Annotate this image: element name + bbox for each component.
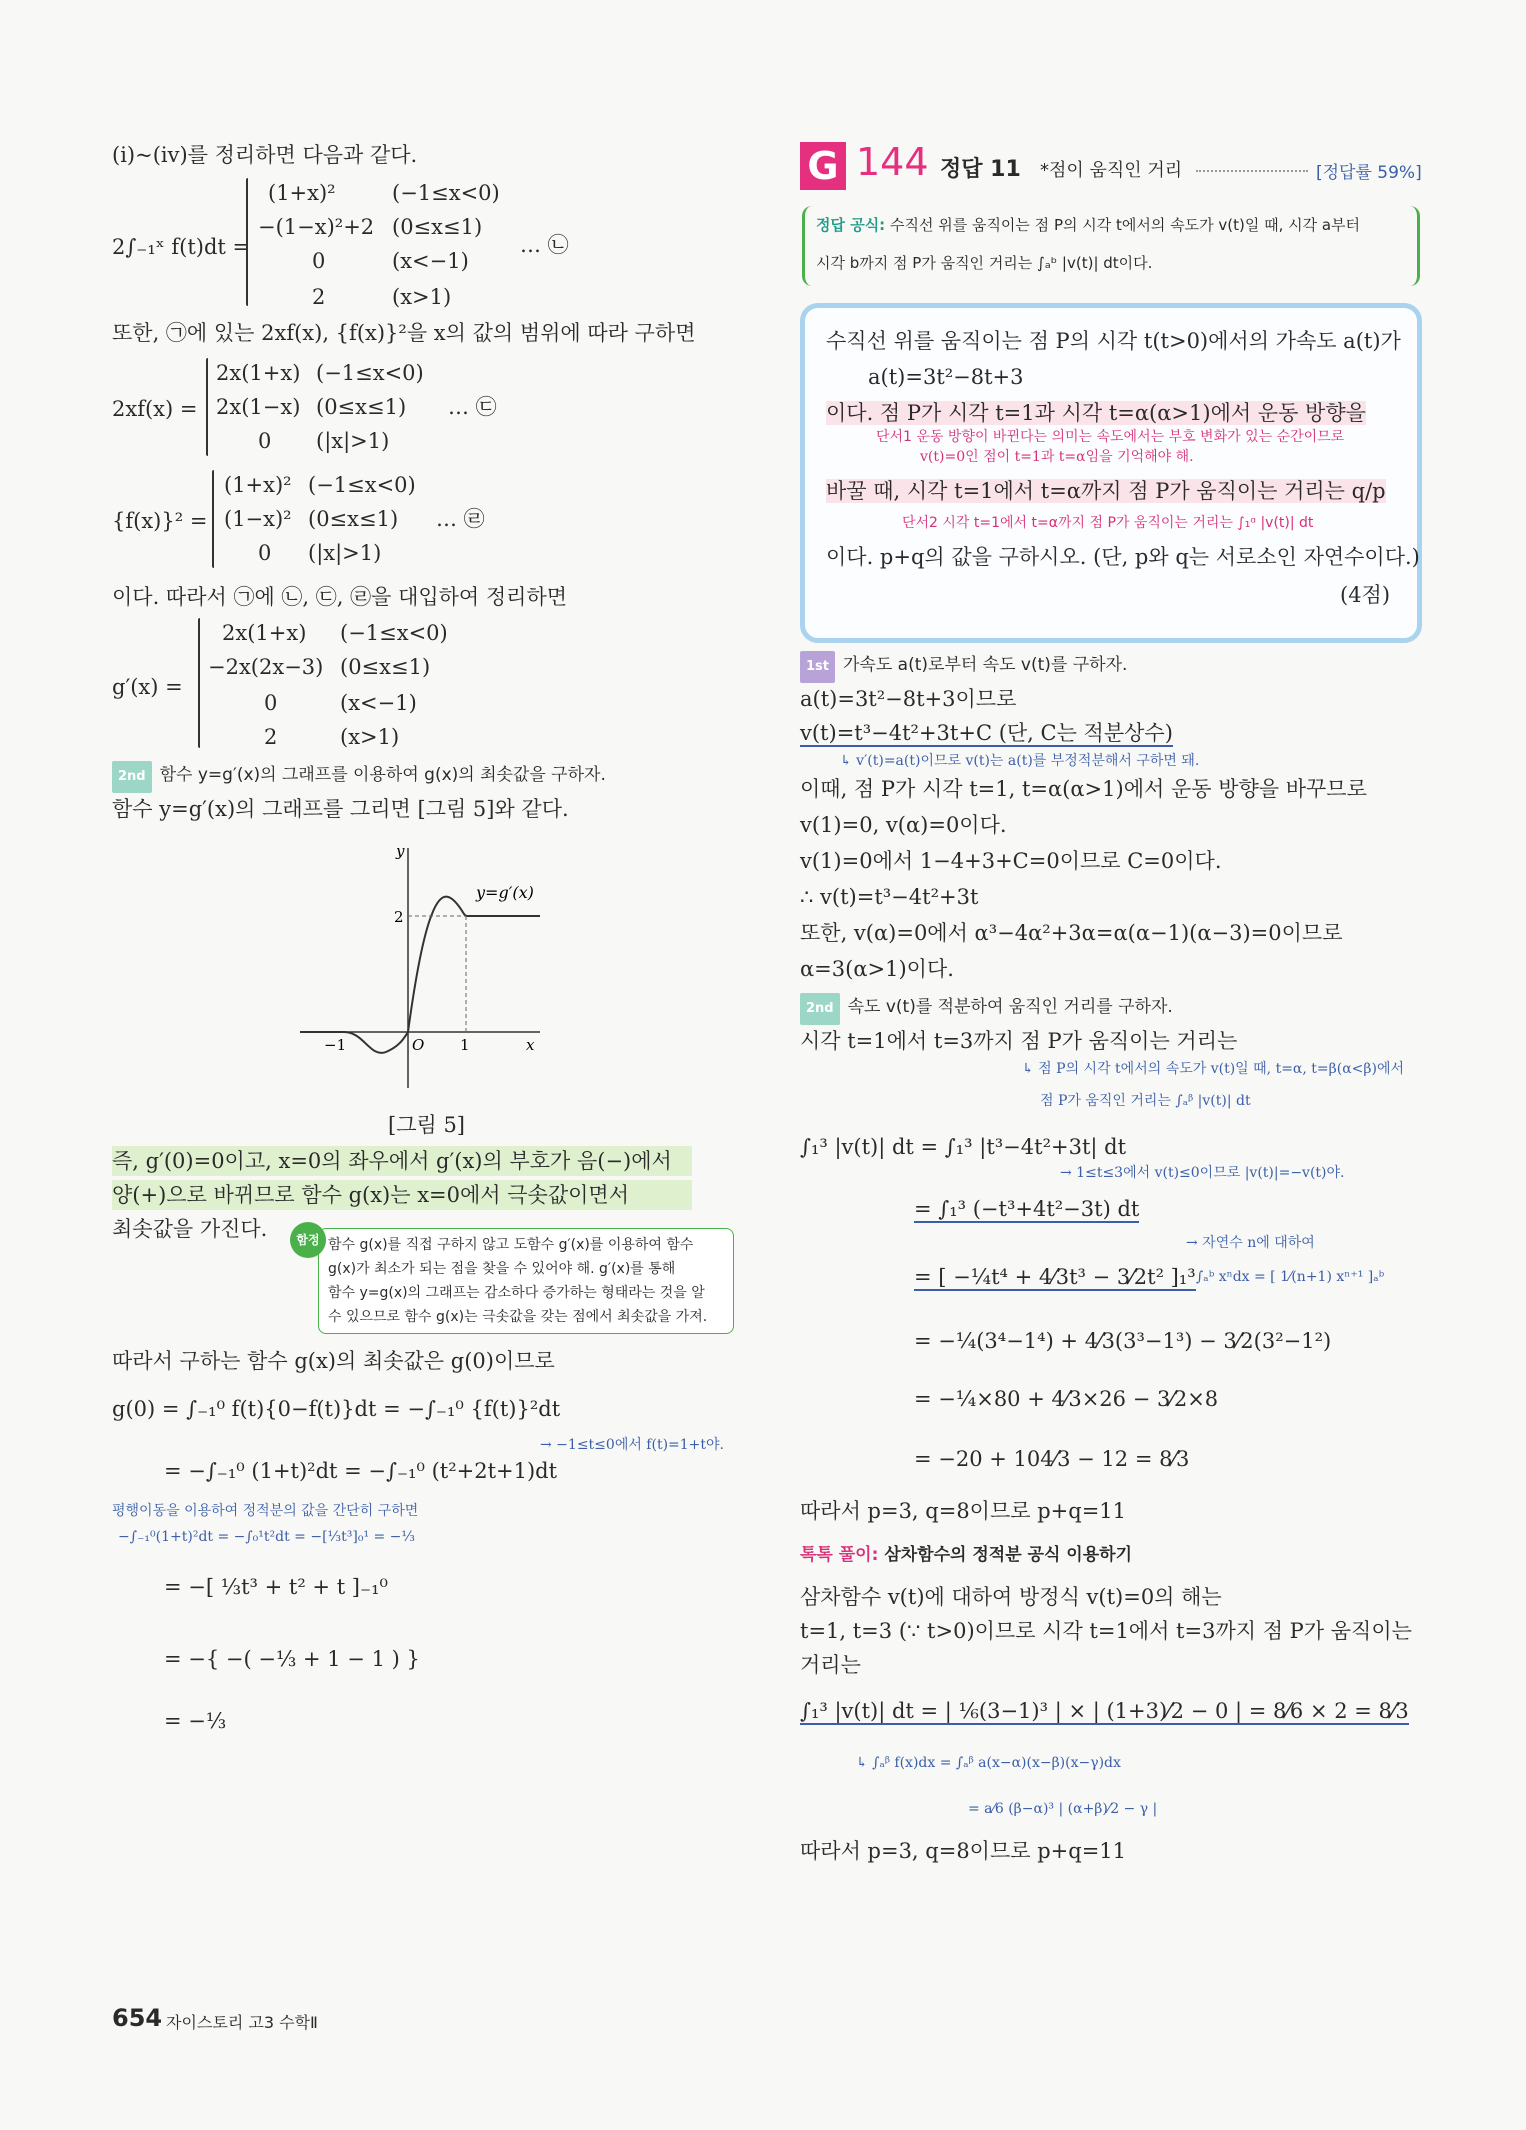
eq1-case2-cond: (0≤x≤1) bbox=[392, 215, 483, 239]
eq3-case1-cond: (−1≤x<0) bbox=[308, 473, 416, 497]
eq4-case1-cond: (−1≤x<0) bbox=[340, 621, 448, 645]
alt-eq-text: ∫₁³ |v(t)| dt = | ⅙(3−1)³ | × | (1+3)⁄2 − 0 | = 8⁄6 × 2 = 8⁄3 bbox=[800, 1699, 1409, 1723]
alt-line3: 거리는 bbox=[800, 1653, 861, 1677]
tip-line2: g(x)가 최소가 되는 점을 찾을 수 있어야 해. g′(x)를 통해 bbox=[328, 1261, 676, 1277]
step1-tag: 1st bbox=[800, 651, 835, 683]
problem-line4 bbox=[826, 476, 1386, 506]
eq2-tag: … ㉢ bbox=[448, 395, 497, 419]
g2-line: = −[ ⅓t³ + t² + t ]₋₁⁰ bbox=[164, 1575, 388, 1599]
eq3-tag: … ㉣ bbox=[436, 507, 485, 531]
tip-line4: 수 있으므로 함수 g(x)는 극솟값을 갖는 점에서 최솟값을 가져. bbox=[328, 1309, 708, 1325]
integral-note3: ∫ₐᵇ xⁿdx = [ 1⁄(n+1) xⁿ⁺¹ ]ₐᵇ bbox=[1196, 1269, 1385, 1285]
intro-line: (ⅰ)~(ⅳ)를 정리하면 다음과 같다. bbox=[112, 143, 418, 167]
g1-line: = −∫₋₁⁰ (1+t)²dt = −∫₋₁⁰ (t²+2t+1)dt bbox=[164, 1459, 558, 1483]
eq1-case3-expr: 0 bbox=[312, 249, 326, 273]
graph-curve-left bbox=[300, 1032, 408, 1053]
alt-line1: 삼차함수 v(t)에 대하여 방정식 v(t)=0의 해는 bbox=[800, 1585, 1222, 1609]
step2-line: 함수 y=g′(x)의 그래프를 그리면 [그림 5]와 같다. bbox=[112, 797, 569, 821]
step1-line4: v(1)=0, v(α)=0이다. bbox=[800, 813, 1007, 837]
alt-line2: t=1, t=3 (∵ t>0)이므로 시각 t=1에서 t=3까지 점 P가 움직이는 bbox=[800, 1619, 1412, 1643]
integral-line2 bbox=[914, 1194, 1139, 1224]
alt-note1: ↳ ∫ₐᵝ f(x)dx = ∫ₐᵝ a(x−α)(x−β)(x−γ)dx bbox=[856, 1755, 1121, 1771]
graph-y-label: y bbox=[396, 842, 405, 860]
graph-caption: [그림 5] bbox=[388, 1113, 465, 1137]
step1-line8: α=3(α>1)이다. bbox=[800, 957, 954, 981]
clue1-line1: 단서1 운동 방향이 바뀐다는 의미는 속도에서는 부호 변화가 있는 순간이므로 bbox=[876, 429, 1345, 445]
problem-badge: G bbox=[800, 142, 846, 190]
step2r-title: 속도 v(t)를 적분하여 움직인 거리를 구하자. bbox=[847, 997, 1173, 1017]
eq2-case1-expr: 2x(1+x) bbox=[216, 361, 301, 385]
result-line1: 따라서 p=3, q=8이므로 p+q=11 bbox=[800, 1499, 1127, 1523]
tip-line3: 함수 y=g(x)의 그래프는 감소하다 증가하는 형태라는 것을 알 bbox=[328, 1285, 705, 1301]
eq4-case2-cond: (0≤x≤1) bbox=[340, 655, 431, 679]
eq1-case4-expr: 2 bbox=[312, 285, 326, 309]
eq1-case2-expr: −(1−x)²+2 bbox=[258, 215, 375, 239]
problem-points: (4점) bbox=[1340, 583, 1391, 607]
problem-line5: 이다. p+q의 값을 구하시오. (단, p와 q는 서로소인 자연수이다.) bbox=[826, 545, 1420, 569]
g4-line: = −⅓ bbox=[164, 1709, 227, 1733]
formula-line2: 시각 b까지 점 P가 움직인 거리는 ∫ₐᵇ |v(t)| dt이다. bbox=[816, 254, 1153, 272]
integral-line6: = −20 + 104⁄3 − 12 = 8⁄3 bbox=[914, 1447, 1190, 1471]
step1-line5: v(1)=0에서 1−4+3+C=0이므로 C=0이다. bbox=[800, 849, 1222, 873]
tip-badge: 함정 bbox=[290, 1222, 326, 1258]
result-line2: 따라서 p=3, q=8이므로 p+q=11 bbox=[800, 1839, 1127, 1863]
clue2-line: 단서2 시각 t=1에서 t=α까지 점 P가 움직이는 거리는 ∫₁ᵅ |v(t)| dt bbox=[902, 515, 1314, 531]
eq4-case2-expr: −2x(2x−3) bbox=[208, 655, 324, 679]
graph-tick-o: O bbox=[412, 1036, 425, 1054]
integral-note1: → 1≤t≤3에서 v(t)≤0이므로 |v(t)|=−v(t)야. bbox=[1060, 1165, 1345, 1181]
step1-line1: a(t)=3t²−8t+3이므로 bbox=[800, 687, 1017, 711]
eq2-brace bbox=[206, 358, 208, 456]
integral-line2-text: = ∫₁³ (−t³+4t²−3t) dt bbox=[914, 1197, 1140, 1221]
formula-text1: 수직선 위를 움직이는 점 P의 시각 t에서의 속도가 v(t)일 때, 시각 a부터 bbox=[889, 216, 1361, 234]
eq2-lhs: 2xf(x) = bbox=[112, 397, 198, 421]
alt-note2: = a⁄6 (β−α)³ | (α+β)⁄2 − γ | bbox=[968, 1801, 1158, 1817]
alt-title: 톡톡 풀이: bbox=[800, 1545, 879, 1565]
step2r-note2: 점 P가 움직인 거리는 ∫ₐᵝ |v(t)| dt bbox=[1040, 1093, 1251, 1109]
topic-label: *점이 움직인 거리 bbox=[1040, 160, 1183, 181]
step2r-tag: 2nd bbox=[800, 993, 840, 1025]
step2r-header bbox=[800, 992, 1173, 1025]
conclusion-line1: 즉, g′(0)=0이고, x=0의 좌우에서 g′(x)의 부호가 음(−)에서 bbox=[112, 1146, 692, 1176]
step1-line3: 이때, 점 P가 시각 t=1, t=α(α>1)에서 운동 방향을 바꾸므로 bbox=[800, 777, 1367, 801]
step1-title: 가속도 a(t)로부터 속도 v(t)를 구하자. bbox=[843, 655, 1128, 675]
eq1-case3-cond: (x<−1) bbox=[392, 249, 469, 273]
step1-line7: 또한, v(α)=0에서 α³−4α²+3α=α(α−1)(α−3)=0이므로 bbox=[800, 921, 1343, 945]
g3-line: = −{ −( −⅓ + 1 − 1 ) } bbox=[164, 1647, 420, 1671]
eq2-case3-expr: 0 bbox=[258, 429, 272, 453]
tip-line1: 함수 g(x)를 직접 구하지 않고 도함수 g′(x)를 이용하여 함수 bbox=[328, 1237, 694, 1253]
eq4-case3-expr: 0 bbox=[264, 691, 278, 715]
graph-tick-2: 2 bbox=[394, 908, 404, 926]
header-dots bbox=[1196, 170, 1308, 172]
correct-rate: [정답률 59%] bbox=[1316, 163, 1422, 183]
step1-note: ↳ v′(t)=a(t)이므로 v(t)는 a(t)를 부정적분해서 구하면 돼. bbox=[840, 753, 1200, 769]
eq2-case1-cond: (−1≤x<0) bbox=[316, 361, 424, 385]
problem-number: 144 bbox=[856, 140, 929, 184]
clue1-line2: v(t)=0인 점이 t=1과 t=α임을 기억해야 해. bbox=[920, 449, 1194, 465]
eq3-case1-expr: (1+x)² bbox=[224, 473, 292, 497]
step2r-note1: ↳ 점 P의 시각 t에서의 속도가 v(t)일 때, t=α, t=β(α<β)에서 bbox=[1022, 1061, 1404, 1077]
integral-line1: ∫₁³ |v(t)| dt = ∫₁³ |t³−4t²+3t| dt bbox=[800, 1135, 1127, 1159]
conclusion-line3: 최솟값을 가진다. bbox=[112, 1217, 268, 1241]
eq4-brace bbox=[198, 618, 200, 748]
conclusion-line2: 양(+)으로 바뀌므로 함수 g(x)는 x=0에서 극솟값이면서 bbox=[112, 1180, 692, 1210]
eq1-tag: … ㉡ bbox=[520, 233, 569, 257]
graph-curve-label: y=g′(x) bbox=[476, 883, 534, 902]
eq4-case1-expr: 2x(1+x) bbox=[222, 621, 307, 645]
step1-header bbox=[800, 650, 1127, 683]
problem-line4-text: 바꿀 때, 시각 t=1에서 t=α까지 점 P가 움직이는 거리는 q/p bbox=[826, 479, 1386, 503]
graph-tick-1: 1 bbox=[460, 1036, 470, 1054]
problem-line2: a(t)=3t²−8t+3 bbox=[868, 365, 1024, 389]
eq2-case2-expr: 2x(1−x) bbox=[216, 395, 301, 419]
eq3-case2-cond: (0≤x≤1) bbox=[308, 507, 399, 531]
alt-eq bbox=[800, 1696, 1409, 1726]
eq3-brace bbox=[212, 470, 214, 568]
step2r-line1: 시각 t=1에서 t=3까지 점 P가 움직이는 거리는 bbox=[800, 1029, 1238, 1053]
line3: 이다. 따라서 ㉠에 ㉡, ㉢, ㉣을 대입하여 정리하면 bbox=[112, 585, 568, 609]
final-line: 따라서 구하는 함수 g(x)의 최솟값은 g(0)이므로 bbox=[112, 1349, 555, 1373]
step1-line2-text: v(t)=t³−4t²+3t+C (단, C는 적분상수) bbox=[800, 721, 1173, 745]
formula-line1 bbox=[816, 214, 1360, 236]
eq1-case4-cond: (x>1) bbox=[392, 285, 452, 309]
problem-line3-text: 이다. 점 P가 시각 t=1과 시각 t=α(α>1)에서 운동 방향을 bbox=[826, 401, 1366, 425]
eq3-case3-cond: (|x|>1) bbox=[308, 541, 382, 565]
alt-subtitle: 삼차함수의 정적분 공식 이용하기 bbox=[884, 1545, 1132, 1565]
shift-note: 평행이동을 이용하여 정적분의 값을 간단히 구하면 bbox=[112, 1503, 419, 1519]
book-title: 자이스토리 고3 수학Ⅱ bbox=[166, 2013, 318, 2032]
graph-x-label: x bbox=[526, 1036, 535, 1054]
step2-tag: 2nd bbox=[112, 761, 152, 793]
graph-figure-5 bbox=[290, 838, 550, 1098]
problem-line1: 수직선 위를 움직이는 점 P의 시각 t(t>0)에서의 가속도 a(t)가 bbox=[826, 329, 1401, 353]
problem-line3 bbox=[826, 398, 1366, 428]
alt-header bbox=[800, 1540, 1132, 1570]
step2-title: 함수 y=g′(x)의 그래프를 이용하여 g(x)의 최솟값을 구하자. bbox=[159, 765, 606, 785]
g0-note: → −1≤t≤0에서 f(t)=1+t야. bbox=[540, 1437, 725, 1453]
answer-label: 정답 11 bbox=[940, 157, 1021, 182]
eq3-case3-expr: 0 bbox=[258, 541, 272, 565]
eq1-brace bbox=[246, 178, 248, 306]
eq3-lhs: {f(x)}² = bbox=[112, 509, 208, 533]
step2-header bbox=[112, 760, 606, 793]
step1-line2 bbox=[800, 718, 1173, 748]
integral-line5: = −¼×80 + 4⁄3×26 − 3⁄2×8 bbox=[914, 1387, 1219, 1411]
integral-line4: = −¼(3⁴−1⁴) + 4⁄3(3³−1³) − 3⁄2(3²−1²) bbox=[914, 1329, 1332, 1353]
g0-line: g(0) = ∫₋₁⁰ f(t){0−f(t)}dt = −∫₋₁⁰ {f(t)}²dt bbox=[112, 1397, 561, 1421]
page-number: 654 bbox=[112, 2004, 163, 2032]
eq4-lhs: g′(x) = bbox=[112, 675, 183, 699]
integral-line3-text: = [ −¼t⁴ + 4⁄3t³ − 3⁄2t² ]₁³ bbox=[914, 1265, 1196, 1289]
eq4-case3-cond: (x<−1) bbox=[340, 691, 417, 715]
line2: 또한, ㉠에 있는 2xf(x), {f(x)}²을 x의 값의 범위에 따라 구하면 bbox=[112, 321, 696, 345]
eq4-case4-cond: (x>1) bbox=[340, 725, 400, 749]
eq1-lhs: 2∫₋₁ˣ f(t)dt = bbox=[112, 235, 251, 259]
integral-line3 bbox=[914, 1262, 1196, 1292]
eq4-case4-expr: 2 bbox=[264, 725, 278, 749]
graph-curve-mid bbox=[408, 897, 466, 1032]
eq3-case2-expr: (1−x)² bbox=[224, 507, 292, 531]
step1-line6: ∴ v(t)=t³−4t²+3t bbox=[800, 885, 979, 909]
shift-eq: −∫₋₁⁰(1+t)²dt = −∫₀¹t²dt = −[⅓t³]₀¹ = −⅓ bbox=[118, 1529, 415, 1545]
eq1-case1-expr: (1+x)² bbox=[268, 181, 336, 205]
integral-note2: → 자연수 n에 대하여 bbox=[1186, 1235, 1315, 1251]
eq2-case3-cond: (|x|>1) bbox=[316, 429, 390, 453]
eq2-case2-cond: (0≤x≤1) bbox=[316, 395, 407, 419]
eq1-case1-cond: (−1≤x<0) bbox=[392, 181, 500, 205]
formula-title: 정답 공식: bbox=[816, 216, 886, 234]
graph-tick-m1: −1 bbox=[324, 1036, 347, 1054]
